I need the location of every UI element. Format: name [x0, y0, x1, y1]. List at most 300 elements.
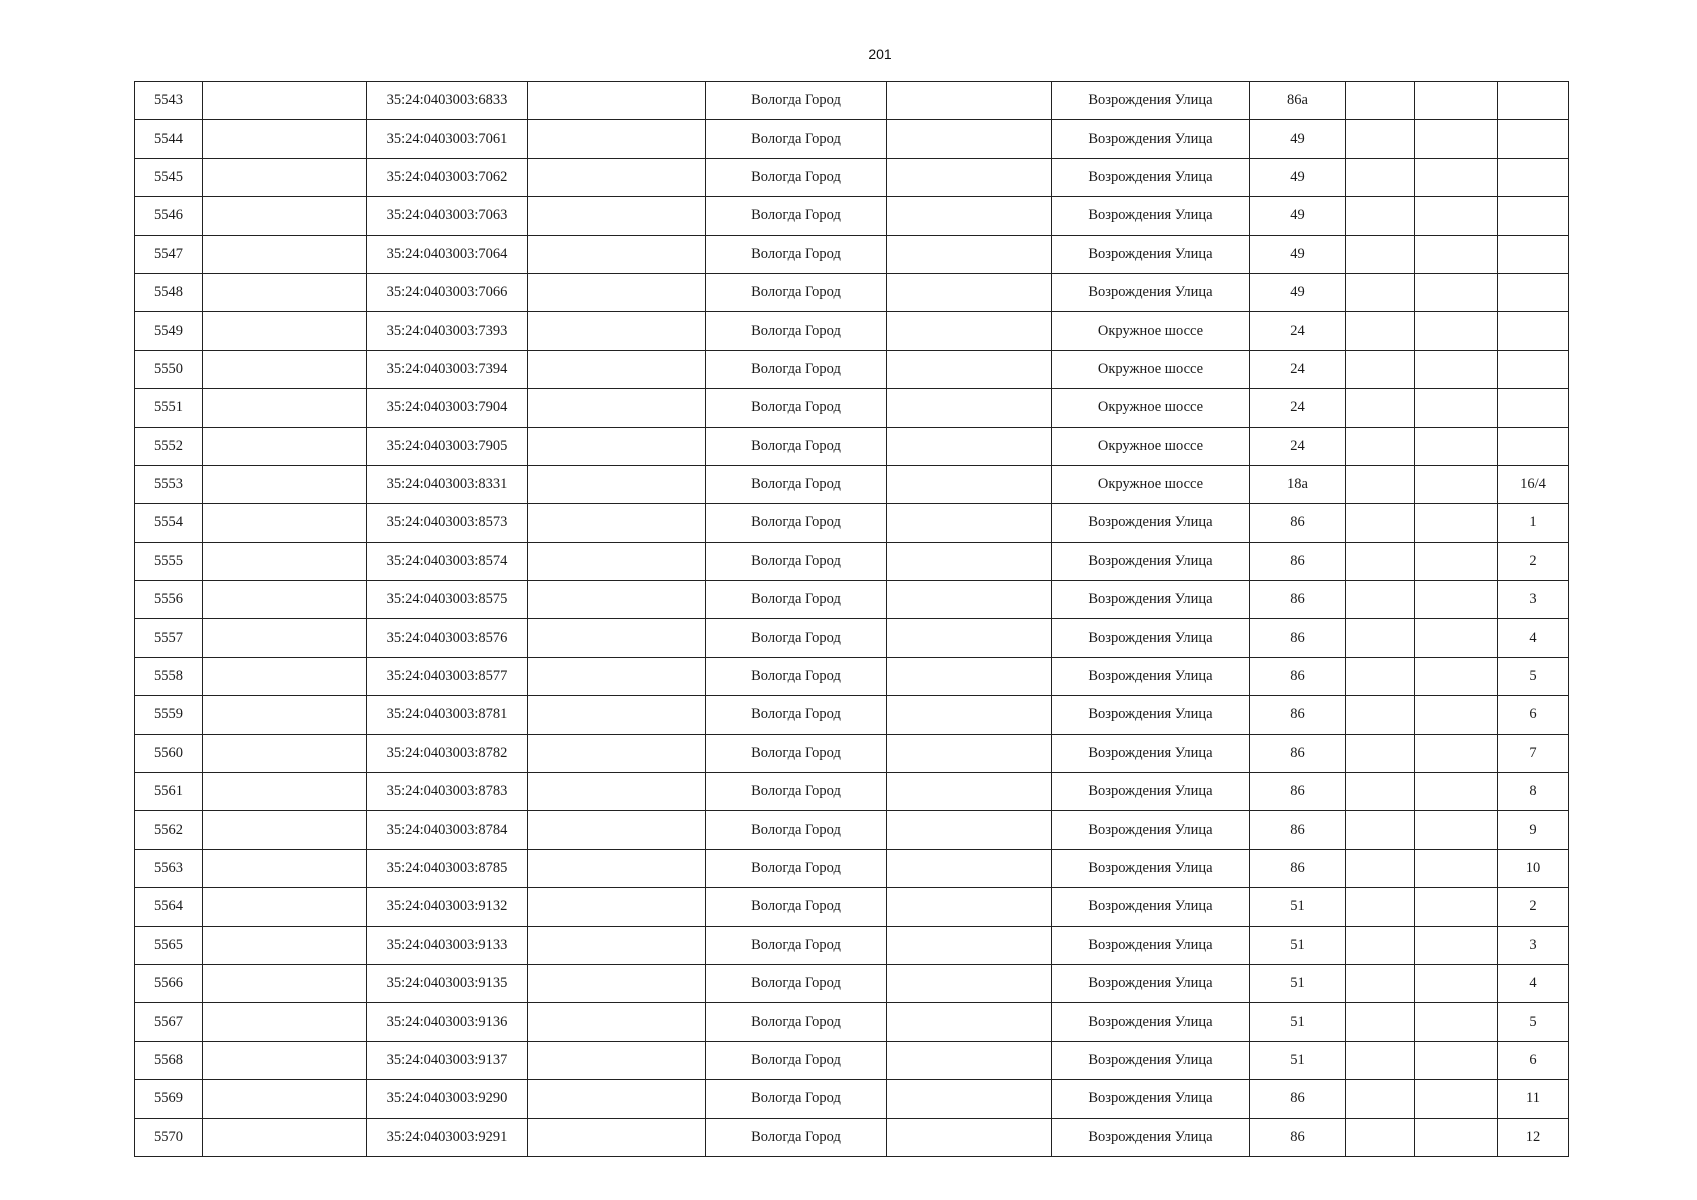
city-cell: Вологда Город: [706, 542, 887, 580]
empty-cell: [1415, 619, 1498, 657]
empty-cell: [203, 1041, 367, 1079]
apartment-cell: [1498, 158, 1569, 196]
empty-cell: [1346, 273, 1415, 311]
street-cell: Возрождения Улица: [1052, 734, 1250, 772]
empty-cell: [1346, 734, 1415, 772]
house-number-cell: 86а: [1250, 82, 1346, 120]
street-cell: Возрождения Улица: [1052, 1080, 1250, 1118]
cadastral-number-cell: 35:24:0403003:9291: [367, 1118, 528, 1156]
empty-cell: [887, 657, 1052, 695]
house-number-cell: 86: [1250, 696, 1346, 734]
house-number-cell: 49: [1250, 197, 1346, 235]
table-row: [135, 1080, 1569, 1118]
empty-cell: [203, 926, 367, 964]
apartment-cell: [1498, 235, 1569, 273]
row-number-cell: 5549: [135, 312, 203, 350]
row-number-cell: 5555: [135, 542, 203, 580]
table-row: [135, 734, 1569, 772]
empty-cell: [887, 619, 1052, 657]
row-number-cell: 5554: [135, 504, 203, 542]
table-row: [135, 389, 1569, 427]
row-number-cell: 5566: [135, 964, 203, 1002]
street-cell: Возрождения Улица: [1052, 273, 1250, 311]
empty-cell: [1415, 734, 1498, 772]
apartment-cell: 3: [1498, 926, 1569, 964]
empty-cell: [528, 849, 706, 887]
empty-cell: [1346, 350, 1415, 388]
cadastral-number-cell: 35:24:0403003:9290: [367, 1080, 528, 1118]
street-cell: Возрождения Улица: [1052, 696, 1250, 734]
empty-cell: [1415, 1003, 1498, 1041]
city-cell: Вологда Город: [706, 1080, 887, 1118]
empty-cell: [528, 581, 706, 619]
house-number-cell: 49: [1250, 235, 1346, 273]
city-cell: Вологда Город: [706, 1041, 887, 1079]
empty-cell: [528, 734, 706, 772]
empty-cell: [528, 542, 706, 580]
row-number-cell: 5551: [135, 389, 203, 427]
empty-cell: [887, 696, 1052, 734]
empty-cell: [887, 1003, 1052, 1041]
empty-cell: [203, 350, 367, 388]
empty-cell: [528, 926, 706, 964]
empty-cell: [1415, 427, 1498, 465]
table-row: [135, 1118, 1569, 1156]
street-cell: Возрождения Улица: [1052, 120, 1250, 158]
cadastral-number-cell: 35:24:0403003:8573: [367, 504, 528, 542]
page-number: 201: [868, 46, 892, 62]
empty-cell: [528, 773, 706, 811]
house-number-cell: 86: [1250, 773, 1346, 811]
empty-cell: [887, 158, 1052, 196]
empty-cell: [1346, 312, 1415, 350]
empty-cell: [1415, 120, 1498, 158]
row-number-cell: 5545: [135, 158, 203, 196]
empty-cell: [887, 273, 1052, 311]
empty-cell: [1346, 888, 1415, 926]
street-cell: Возрождения Улица: [1052, 619, 1250, 657]
street-cell: Возрождения Улица: [1052, 926, 1250, 964]
table-row: [135, 888, 1569, 926]
row-number-cell: 5552: [135, 427, 203, 465]
city-cell: Вологда Город: [706, 964, 887, 1002]
house-number-cell: 24: [1250, 427, 1346, 465]
row-number-cell: 5557: [135, 619, 203, 657]
street-cell: Возрождения Улица: [1052, 1041, 1250, 1079]
house-number-cell: 86: [1250, 504, 1346, 542]
cadastral-number-cell: 35:24:0403003:7061: [367, 120, 528, 158]
apartment-cell: 5: [1498, 1003, 1569, 1041]
cadastral-number-cell: 35:24:0403003:7905: [367, 427, 528, 465]
row-number-cell: 5568: [135, 1041, 203, 1079]
street-cell: Возрождения Улица: [1052, 964, 1250, 1002]
empty-cell: [887, 542, 1052, 580]
apartment-cell: 12: [1498, 1118, 1569, 1156]
empty-cell: [1415, 273, 1498, 311]
empty-cell: [528, 465, 706, 503]
street-cell: Возрождения Улица: [1052, 158, 1250, 196]
empty-cell: [887, 1118, 1052, 1156]
empty-cell: [528, 1080, 706, 1118]
house-number-cell: 51: [1250, 888, 1346, 926]
apartment-cell: [1498, 427, 1569, 465]
register-table: [134, 81, 1569, 1157]
table-row: [135, 120, 1569, 158]
empty-cell: [528, 619, 706, 657]
house-number-cell: 18а: [1250, 465, 1346, 503]
table-row: [135, 312, 1569, 350]
street-cell: Возрождения Улица: [1052, 581, 1250, 619]
apartment-cell: 4: [1498, 964, 1569, 1002]
empty-cell: [528, 273, 706, 311]
empty-cell: [1415, 811, 1498, 849]
city-cell: Вологда Город: [706, 811, 887, 849]
row-number-cell: 5563: [135, 849, 203, 887]
empty-cell: [203, 964, 367, 1002]
table-row: [135, 696, 1569, 734]
empty-cell: [887, 734, 1052, 772]
apartment-cell: [1498, 273, 1569, 311]
apartment-cell: 8: [1498, 773, 1569, 811]
house-number-cell: 24: [1250, 350, 1346, 388]
empty-cell: [887, 389, 1052, 427]
house-number-cell: 51: [1250, 1003, 1346, 1041]
empty-cell: [887, 427, 1052, 465]
table-row: [135, 465, 1569, 503]
cadastral-number-cell: 35:24:0403003:7393: [367, 312, 528, 350]
cadastral-number-cell: 35:24:0403003:8331: [367, 465, 528, 503]
table-row: [135, 82, 1569, 120]
empty-cell: [887, 773, 1052, 811]
city-cell: Вологда Город: [706, 581, 887, 619]
empty-cell: [887, 465, 1052, 503]
city-cell: Вологда Город: [706, 657, 887, 695]
empty-cell: [1415, 696, 1498, 734]
table-row: [135, 542, 1569, 580]
empty-cell: [203, 389, 367, 427]
city-cell: Вологда Город: [706, 273, 887, 311]
empty-cell: [887, 888, 1052, 926]
empty-cell: [1415, 389, 1498, 427]
empty-cell: [1346, 581, 1415, 619]
street-cell: Окружное шоссе: [1052, 427, 1250, 465]
table-row: [135, 273, 1569, 311]
empty-cell: [1415, 158, 1498, 196]
row-number-cell: 5559: [135, 696, 203, 734]
empty-cell: [203, 120, 367, 158]
empty-cell: [528, 312, 706, 350]
empty-cell: [203, 504, 367, 542]
table-row: [135, 926, 1569, 964]
table-row: [135, 619, 1569, 657]
empty-cell: [1415, 926, 1498, 964]
apartment-cell: 4: [1498, 619, 1569, 657]
empty-cell: [887, 82, 1052, 120]
empty-cell: [203, 312, 367, 350]
empty-cell: [203, 273, 367, 311]
empty-cell: [1346, 773, 1415, 811]
house-number-cell: 49: [1250, 120, 1346, 158]
city-cell: Вологда Город: [706, 197, 887, 235]
empty-cell: [1346, 619, 1415, 657]
empty-cell: [1346, 120, 1415, 158]
empty-cell: [528, 427, 706, 465]
empty-cell: [528, 120, 706, 158]
row-number-cell: 5546: [135, 197, 203, 235]
row-number-cell: 5553: [135, 465, 203, 503]
city-cell: Вологда Город: [706, 312, 887, 350]
empty-cell: [528, 1118, 706, 1156]
cadastral-number-cell: 35:24:0403003:9132: [367, 888, 528, 926]
empty-cell: [528, 1041, 706, 1079]
apartment-cell: [1498, 120, 1569, 158]
apartment-cell: 11: [1498, 1080, 1569, 1118]
apartment-cell: 7: [1498, 734, 1569, 772]
empty-cell: [1346, 197, 1415, 235]
empty-cell: [203, 542, 367, 580]
house-number-cell: 86: [1250, 619, 1346, 657]
city-cell: Вологда Город: [706, 696, 887, 734]
row-number-cell: 5550: [135, 350, 203, 388]
empty-cell: [1415, 465, 1498, 503]
empty-cell: [203, 581, 367, 619]
city-cell: Вологда Город: [706, 427, 887, 465]
cadastral-number-cell: 35:24:0403003:7063: [367, 197, 528, 235]
city-cell: Вологда Город: [706, 619, 887, 657]
cadastral-number-cell: 35:24:0403003:6833: [367, 82, 528, 120]
apartment-cell: 2: [1498, 888, 1569, 926]
empty-cell: [528, 1003, 706, 1041]
street-cell: Окружное шоссе: [1052, 312, 1250, 350]
house-number-cell: 86: [1250, 657, 1346, 695]
house-number-cell: 86: [1250, 581, 1346, 619]
row-number-cell: 5547: [135, 235, 203, 273]
empty-cell: [887, 312, 1052, 350]
empty-cell: [1415, 773, 1498, 811]
empty-cell: [1415, 1041, 1498, 1079]
empty-cell: [203, 197, 367, 235]
empty-cell: [528, 389, 706, 427]
empty-cell: [1346, 849, 1415, 887]
empty-cell: [203, 465, 367, 503]
empty-cell: [1415, 888, 1498, 926]
cadastral-number-cell: 35:24:0403003:8783: [367, 773, 528, 811]
table-row: [135, 964, 1569, 1002]
empty-cell: [203, 82, 367, 120]
row-number-cell: 5560: [135, 734, 203, 772]
street-cell: Возрождения Улица: [1052, 82, 1250, 120]
city-cell: Вологда Город: [706, 158, 887, 196]
empty-cell: [887, 1080, 1052, 1118]
street-cell: Окружное шоссе: [1052, 389, 1250, 427]
table-row: [135, 235, 1569, 273]
empty-cell: [528, 82, 706, 120]
street-cell: Возрождения Улица: [1052, 1003, 1250, 1041]
cadastral-number-cell: 35:24:0403003:8574: [367, 542, 528, 580]
empty-cell: [203, 696, 367, 734]
apartment-cell: [1498, 312, 1569, 350]
street-cell: Возрождения Улица: [1052, 849, 1250, 887]
table-row: [135, 811, 1569, 849]
empty-cell: [887, 504, 1052, 542]
cadastral-number-cell: 35:24:0403003:8575: [367, 581, 528, 619]
table-row: [135, 504, 1569, 542]
empty-cell: [1346, 427, 1415, 465]
empty-cell: [1415, 197, 1498, 235]
empty-cell: [203, 811, 367, 849]
empty-cell: [203, 773, 367, 811]
apartment-cell: 2: [1498, 542, 1569, 580]
empty-cell: [1415, 849, 1498, 887]
empty-cell: [887, 197, 1052, 235]
empty-cell: [203, 235, 367, 273]
empty-cell: [203, 619, 367, 657]
city-cell: Вологда Город: [706, 504, 887, 542]
table-row: [135, 197, 1569, 235]
apartment-cell: 5: [1498, 657, 1569, 695]
empty-cell: [528, 811, 706, 849]
apartment-cell: 10: [1498, 849, 1569, 887]
table-row: [135, 158, 1569, 196]
apartment-cell: 3: [1498, 581, 1569, 619]
street-cell: Возрождения Улица: [1052, 657, 1250, 695]
empty-cell: [528, 964, 706, 1002]
empty-cell: [887, 926, 1052, 964]
empty-cell: [528, 235, 706, 273]
table-row: [135, 849, 1569, 887]
apartment-cell: 9: [1498, 811, 1569, 849]
house-number-cell: 51: [1250, 964, 1346, 1002]
apartment-cell: [1498, 82, 1569, 120]
row-number-cell: 5558: [135, 657, 203, 695]
row-number-cell: 5565: [135, 926, 203, 964]
empty-cell: [1346, 82, 1415, 120]
house-number-cell: 49: [1250, 158, 1346, 196]
empty-cell: [1346, 964, 1415, 1002]
table-row: [135, 350, 1569, 388]
empty-cell: [203, 1003, 367, 1041]
empty-cell: [203, 888, 367, 926]
table-row: [135, 581, 1569, 619]
cadastral-number-cell: 35:24:0403003:8781: [367, 696, 528, 734]
empty-cell: [887, 350, 1052, 388]
city-cell: Вологда Город: [706, 1118, 887, 1156]
empty-cell: [1346, 657, 1415, 695]
city-cell: Вологда Город: [706, 120, 887, 158]
street-cell: Возрождения Улица: [1052, 1118, 1250, 1156]
street-cell: Возрождения Улица: [1052, 542, 1250, 580]
house-number-cell: 49: [1250, 273, 1346, 311]
empty-cell: [528, 158, 706, 196]
house-number-cell: 51: [1250, 1041, 1346, 1079]
row-number-cell: 5561: [135, 773, 203, 811]
apartment-cell: 1: [1498, 504, 1569, 542]
city-cell: Вологда Город: [706, 350, 887, 388]
empty-cell: [203, 1118, 367, 1156]
empty-cell: [203, 158, 367, 196]
empty-cell: [887, 1041, 1052, 1079]
cadastral-number-cell: 35:24:0403003:7064: [367, 235, 528, 273]
city-cell: Вологда Город: [706, 1003, 887, 1041]
cadastral-number-cell: 35:24:0403003:7066: [367, 273, 528, 311]
cadastral-number-cell: 35:24:0403003:8576: [367, 619, 528, 657]
empty-cell: [1415, 1118, 1498, 1156]
street-cell: Возрождения Улица: [1052, 197, 1250, 235]
row-number-cell: 5548: [135, 273, 203, 311]
empty-cell: [203, 849, 367, 887]
empty-cell: [1346, 504, 1415, 542]
empty-cell: [1346, 1003, 1415, 1041]
empty-cell: [1415, 504, 1498, 542]
empty-cell: [1346, 542, 1415, 580]
street-cell: Возрождения Улица: [1052, 504, 1250, 542]
apartment-cell: [1498, 350, 1569, 388]
empty-cell: [203, 427, 367, 465]
empty-cell: [1346, 1118, 1415, 1156]
street-cell: Окружное шоссе: [1052, 465, 1250, 503]
empty-cell: [1415, 964, 1498, 1002]
empty-cell: [1415, 350, 1498, 388]
empty-cell: [1415, 542, 1498, 580]
empty-cell: [887, 120, 1052, 158]
house-number-cell: 86: [1250, 1080, 1346, 1118]
row-number-cell: 5570: [135, 1118, 203, 1156]
apartment-cell: [1498, 389, 1569, 427]
empty-cell: [1415, 581, 1498, 619]
row-number-cell: 5564: [135, 888, 203, 926]
apartment-cell: 16/4: [1498, 465, 1569, 503]
cadastral-number-cell: 35:24:0403003:8577: [367, 657, 528, 695]
empty-cell: [528, 350, 706, 388]
house-number-cell: 86: [1250, 811, 1346, 849]
row-number-cell: 5543: [135, 82, 203, 120]
street-cell: Возрождения Улица: [1052, 773, 1250, 811]
cadastral-number-cell: 35:24:0403003:8782: [367, 734, 528, 772]
empty-cell: [887, 581, 1052, 619]
apartment-cell: 6: [1498, 696, 1569, 734]
house-number-cell: 51: [1250, 926, 1346, 964]
empty-cell: [1346, 926, 1415, 964]
empty-cell: [528, 888, 706, 926]
register-table-body: [135, 82, 1569, 1157]
row-number-cell: 5556: [135, 581, 203, 619]
row-number-cell: 5562: [135, 811, 203, 849]
cadastral-number-cell: 35:24:0403003:8785: [367, 849, 528, 887]
cadastral-number-cell: 35:24:0403003:8784: [367, 811, 528, 849]
house-number-cell: 86: [1250, 734, 1346, 772]
street-cell: Окружное шоссе: [1052, 350, 1250, 388]
table-row: [135, 657, 1569, 695]
city-cell: Вологда Город: [706, 465, 887, 503]
house-number-cell: 86: [1250, 542, 1346, 580]
empty-cell: [1346, 1080, 1415, 1118]
city-cell: Вологда Город: [706, 849, 887, 887]
empty-cell: [1346, 1041, 1415, 1079]
empty-cell: [528, 504, 706, 542]
empty-cell: [203, 657, 367, 695]
empty-cell: [1346, 389, 1415, 427]
street-cell: Возрождения Улица: [1052, 811, 1250, 849]
city-cell: Вологда Город: [706, 82, 887, 120]
city-cell: Вологда Город: [706, 734, 887, 772]
table-row: [135, 773, 1569, 811]
city-cell: Вологда Город: [706, 773, 887, 811]
empty-cell: [528, 696, 706, 734]
empty-cell: [1415, 312, 1498, 350]
table-row: [135, 1041, 1569, 1079]
empty-cell: [203, 1080, 367, 1118]
empty-cell: [1415, 657, 1498, 695]
